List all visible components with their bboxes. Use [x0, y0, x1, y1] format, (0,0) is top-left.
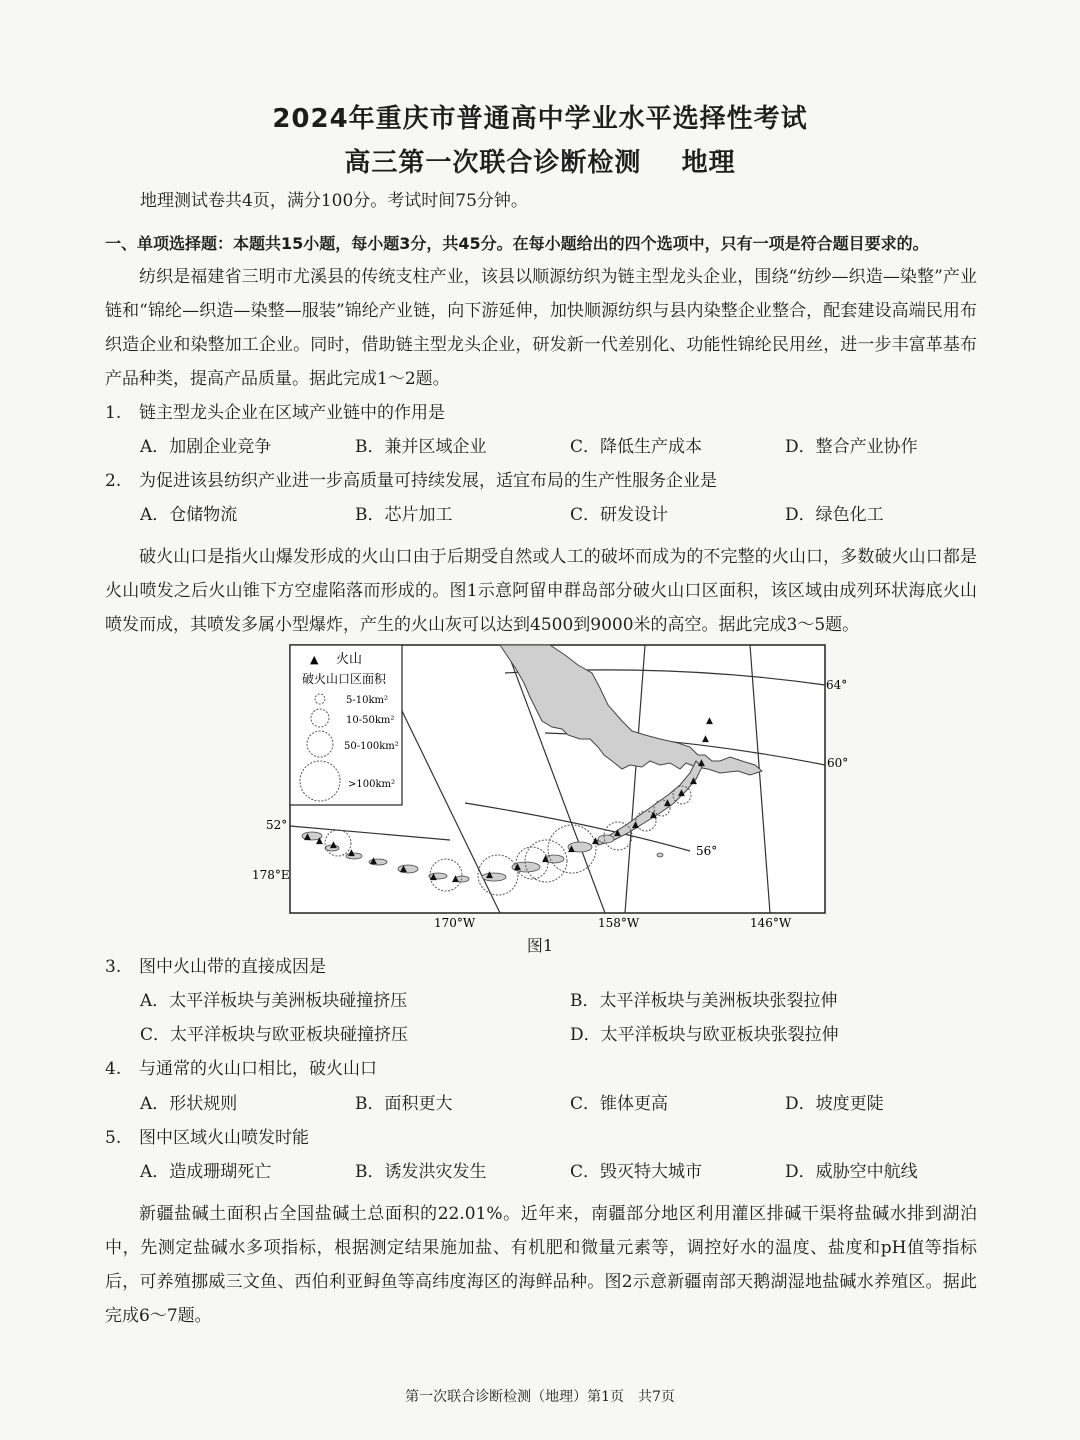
option-d[interactable]: D．威胁空中航线 — [785, 1162, 918, 1182]
option-d[interactable]: D．整合产业协作 — [785, 437, 918, 457]
lat-label-64: 64° — [826, 678, 848, 692]
figure-1-map — [250, 643, 849, 933]
volcano-icon: ▲ — [348, 848, 355, 858]
volcano-icon: ▲ — [568, 844, 575, 854]
question-stem: 链主型龙头企业在区域产业链中的作用是 — [139, 403, 445, 423]
figure-caption: 图1 — [526, 936, 554, 955]
lat-label-52: 52° — [266, 818, 288, 832]
legend-size-label: >100km² — [348, 779, 396, 790]
volcano-icon: ▲ — [698, 758, 705, 768]
passage-xinjiang — [105, 1197, 977, 1333]
question-stem: 为促进该县纺织产业进一步高质量可持续发展，适宜布局的生产性服务企业是 — [139, 471, 717, 491]
legend-size-label: 50-100km² — [344, 741, 399, 752]
question-number: 2. — [105, 471, 122, 491]
question-2 — [105, 470, 717, 492]
question-stem: 与通常的火山口相比，破火山口 — [139, 1059, 377, 1079]
question-4 — [105, 1058, 377, 1080]
page-footer: 第一次联合诊断检测（地理）第1页 共7页 — [405, 1389, 675, 1405]
option-b[interactable]: B．兼并区域企业 — [355, 437, 487, 457]
volcano-icon: ▲ — [486, 870, 493, 880]
passage-caldera — [105, 540, 977, 642]
option-a[interactable]: A．造成珊瑚死亡 — [140, 1162, 272, 1182]
volcano-icon: ▲ — [632, 820, 639, 830]
lon-label-158w: 158°W — [598, 916, 640, 930]
passage-textile — [105, 260, 977, 396]
option-a[interactable]: A．形状规则 — [140, 1094, 238, 1114]
option-b[interactable]: B．芯片加工 — [355, 505, 453, 525]
exam-subtitle: 高三第一次联合诊断检测 地理 — [344, 148, 736, 178]
lon-label-170w: 170°W — [434, 916, 476, 930]
option-c[interactable]: C．太平洋板块与欧亚板块碰撞挤压 — [140, 1025, 409, 1045]
legend-volcano-icon: ▲ — [310, 653, 319, 666]
volcano-icon: ▲ — [678, 788, 685, 798]
volcano-icon: ▲ — [370, 856, 377, 866]
lat-label-60: 60° — [827, 756, 849, 770]
volcano-icon: ▲ — [542, 854, 549, 864]
lat-label-56: 56° — [696, 844, 718, 858]
passage-caldera-text: 破火山口是指火山爆发形成的火山口由于后期受自然或人工的破坏而成为的不完整的火山口，多数破火山口都是火山喷发之后火山锥下方空虚陷落而形成的。图1示意阿留申群岛部分破火山口区面积，该区域由成列环状海底火山喷发而成，其喷发多属小型爆炸，产生的火山灰可以达到4500到9000米的高空。据此完成3～5题。 — [105, 547, 977, 635]
option-d[interactable]: D．绿色化工 — [785, 505, 884, 525]
volcano-icon: ▲ — [400, 864, 407, 874]
question-3 — [105, 956, 326, 978]
volcano-icon: ▲ — [330, 840, 337, 850]
option-d[interactable]: D．太平洋板块与欧亚板块张裂拉伸 — [570, 1025, 839, 1045]
question-stem: 图中区域火山喷发时能 — [139, 1128, 309, 1148]
legend-size-label: 10-50km² — [346, 715, 395, 726]
exam-intro: 地理测试卷共4页，满分100分。考试时间75分钟。 — [140, 191, 528, 211]
option-c[interactable]: C．降低生产成本 — [570, 437, 703, 457]
option-c[interactable]: C．毁灭特大城市 — [570, 1162, 703, 1182]
volcano-icon: ▲ — [702, 734, 709, 744]
lon-label-146w: 146°W — [750, 916, 792, 930]
option-b[interactable]: B．面积更大 — [355, 1094, 453, 1114]
volcano-icon: ▲ — [452, 874, 459, 884]
legend-size-label: 5-10km² — [346, 695, 389, 706]
option-b[interactable]: B．诱发洪灾发生 — [355, 1162, 487, 1182]
volcano-icon: ▲ — [690, 776, 697, 786]
section-heading: 一、单项选择题：本题共15小题，每小题3分，共45分。在每小题给出的四个选项中，只有一项是符合题目要求的。 — [105, 234, 929, 253]
option-b[interactable]: B．太平洋板块与美洲板块张裂拉伸 — [570, 991, 838, 1011]
legend-volcano-label: 火山 — [336, 652, 363, 667]
option-c[interactable]: C．锥体更高 — [570, 1094, 669, 1114]
passage-xinjiang-text: 新疆盐碱土面积占全国盐碱土总面积的22.01%。近年来，南疆部分地区利用灌区排碱干渠将盐碱水排到湖泊中，先测定盐碱水多项指标，根据测定结果施加盐、有机肥和微量元素等，调控好水的温度、盐度和pH值等指标后，可养殖挪威三文鱼、西伯利亚鲟鱼等高纬度海区的海鲜品种。图2示意新疆南部天鹅湖湿地盐碱水养殖区。据此完成6～7题。 — [105, 1204, 977, 1326]
option-d[interactable]: D．坡度更陡 — [785, 1094, 884, 1114]
option-a[interactable]: A．仓储物流 — [140, 505, 238, 525]
volcano-icon: ▲ — [614, 828, 621, 838]
volcano-icon: ▲ — [316, 836, 323, 846]
volcano-icon: ▲ — [514, 862, 521, 872]
lon-label-178e: 178°E — [252, 868, 290, 882]
question-5 — [105, 1127, 309, 1149]
option-a[interactable]: A．太平洋板块与美洲板块碰撞挤压 — [140, 991, 408, 1011]
volcano-icon: ▲ — [430, 872, 437, 882]
legend-title: 破火山口区面积 — [302, 672, 387, 686]
map-legend — [290, 645, 402, 805]
volcano-icon: ▲ — [304, 832, 311, 842]
passage-textile-text: 纺织是福建省三明市尤溪县的传统支柱产业，该县以顺源纺织为链主型龙头企业，围绕“纺纱—织造—染整”产业链和“锦纶—织造—染整—服装”锦纶产业链，向下游延伸，加快顺源纺织与县内染整企业整合，配套建设高端民用布织造企业和染整加工企业。同时，借助链主型龙头企业，研发新一代差别化、功能性锦纶民用丝，进一步丰富革基布产品种类，提高产品质量。据此完成1～2题。 — [105, 267, 977, 389]
question-number: 4. — [105, 1059, 122, 1079]
question-stem: 图中火山带的直接成因是 — [139, 957, 326, 977]
question-1 — [105, 402, 445, 424]
volcano-icon: ▲ — [706, 716, 713, 726]
question-number: 5. — [105, 1128, 122, 1148]
question-number: 1. — [105, 403, 122, 423]
volcano-icon: ▲ — [650, 810, 657, 820]
option-c[interactable]: C．研发设计 — [570, 505, 669, 525]
exam-title: 2024年重庆市普通高中学业水平选择性考试 — [272, 104, 808, 134]
question-number: 3. — [105, 957, 122, 977]
volcano-icon: ▲ — [664, 798, 671, 808]
volcano-icon: ▲ — [592, 836, 599, 846]
option-a[interactable]: A．加剧企业竞争 — [140, 437, 272, 457]
